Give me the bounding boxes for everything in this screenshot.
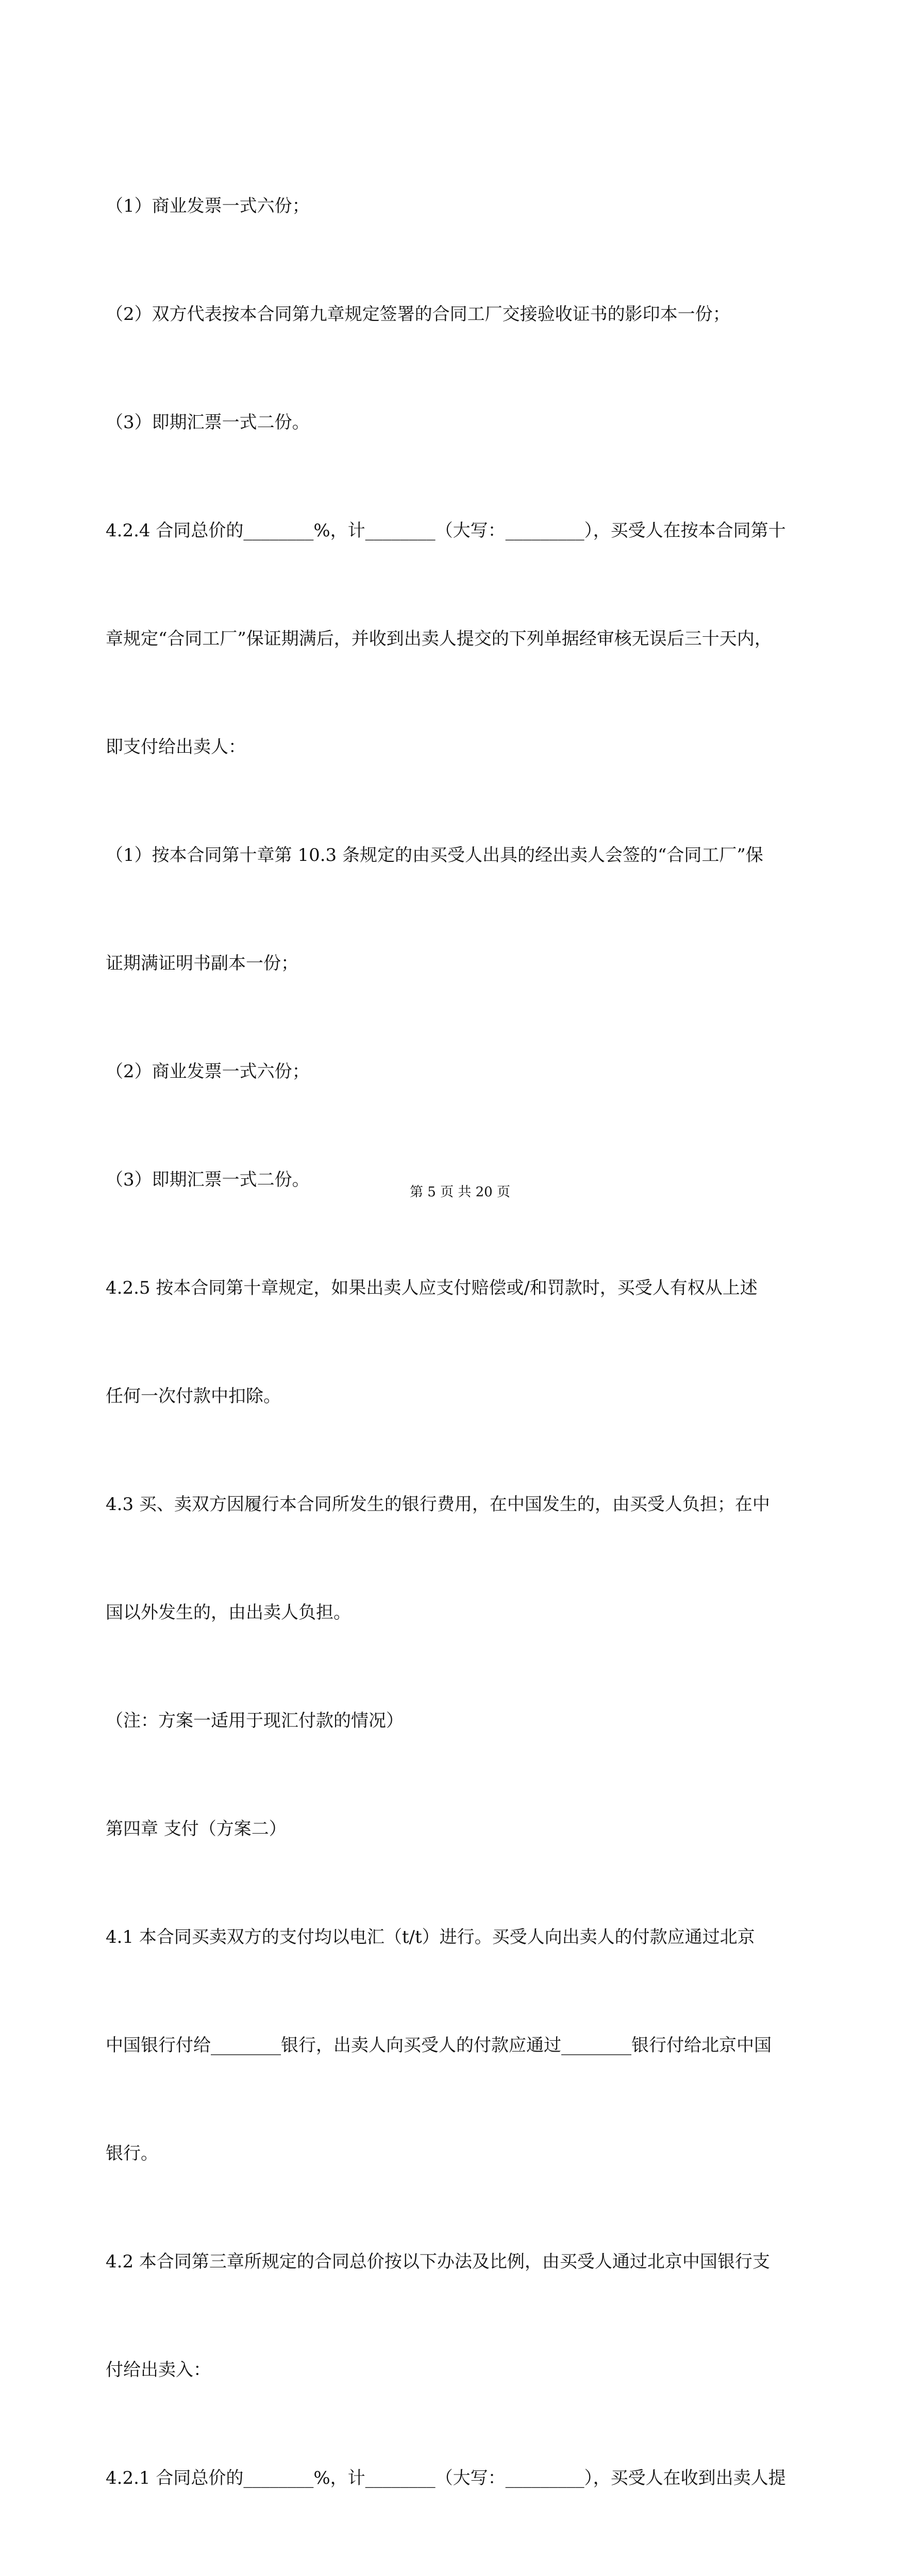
text-line: 章规定“合同工厂”保证期满后，并收到出卖人提交的下列单据经审核无误后三十天内， — [106, 629, 772, 649]
text-line: 4.3 买、卖双方因履行本合同所发生的银行费用，在中国发生的，由买受人负担；在中 — [106, 1494, 770, 1515]
text-line: （1）商业发票一式六份； — [106, 196, 310, 216]
text-line: 国以外发生的，由出卖人负担。 — [106, 1602, 351, 1623]
text-line: 证期满证明书副本一份； — [106, 953, 298, 974]
document-body — [106, 116, 827, 2576]
text-line: 中国银行付给________银行，出卖人向买受人的付款应通过________银行付给北京中国 — [106, 2035, 772, 2056]
text-line — [106, 2568, 827, 2576]
text-line: 4.2.5 按本合同第十章规定，如果出卖人应支付赔偿或/和罚款时，买受人有权从上述 — [106, 1278, 758, 1298]
text-line: 银行。 — [106, 2143, 158, 2164]
text-line: 4.1 本合同买卖双方的支付均以电汇（t/t）进行。买受人向出卖人的付款应通过北京 — [106, 1927, 755, 1947]
text-line: 4.2.1 合同总价的________%，计________（大写：_________），买受人在收到出卖人提 — [106, 2468, 786, 2488]
text-line: （2）商业发票一式六份； — [106, 1061, 310, 1082]
text-line: （1）按本合同第十章第 10.3 条规定的由买受人出具的经出卖人会签的“合同工厂”保 — [106, 845, 763, 866]
text-line: 4.2 本合同第三章所规定的合同总价按以下办法及比例，由买受人通过北京中国银行支 — [106, 2251, 770, 2272]
text-line: 付给出卖入： — [106, 2360, 211, 2380]
text-line: （2）双方代表按本合同第九章规定签署的合同工厂交接验收证书的影印本一份； — [106, 304, 730, 325]
text-line: （注：方案一适用于现汇付款的情况） — [106, 1710, 404, 1731]
text-line: 任何一次付款中扣除。 — [106, 1386, 281, 1406]
chapter-heading: 第四章 支付（方案二） — [106, 1819, 287, 1839]
page-number-footer: 第 5 页 共 20 页 — [410, 1184, 510, 1200]
text-line: （3）即期汇票一式二份。 — [106, 412, 310, 433]
text-line: （3）即期汇票一式二份。 — [106, 1170, 310, 1190]
paragraph — [106, 116, 827, 2576]
text-line: 4.2.4 合同总价的________%，计________（大写：_________），买受人在按本合同第十 — [106, 520, 786, 541]
text-line: 即支付给出卖人： — [106, 737, 246, 757]
